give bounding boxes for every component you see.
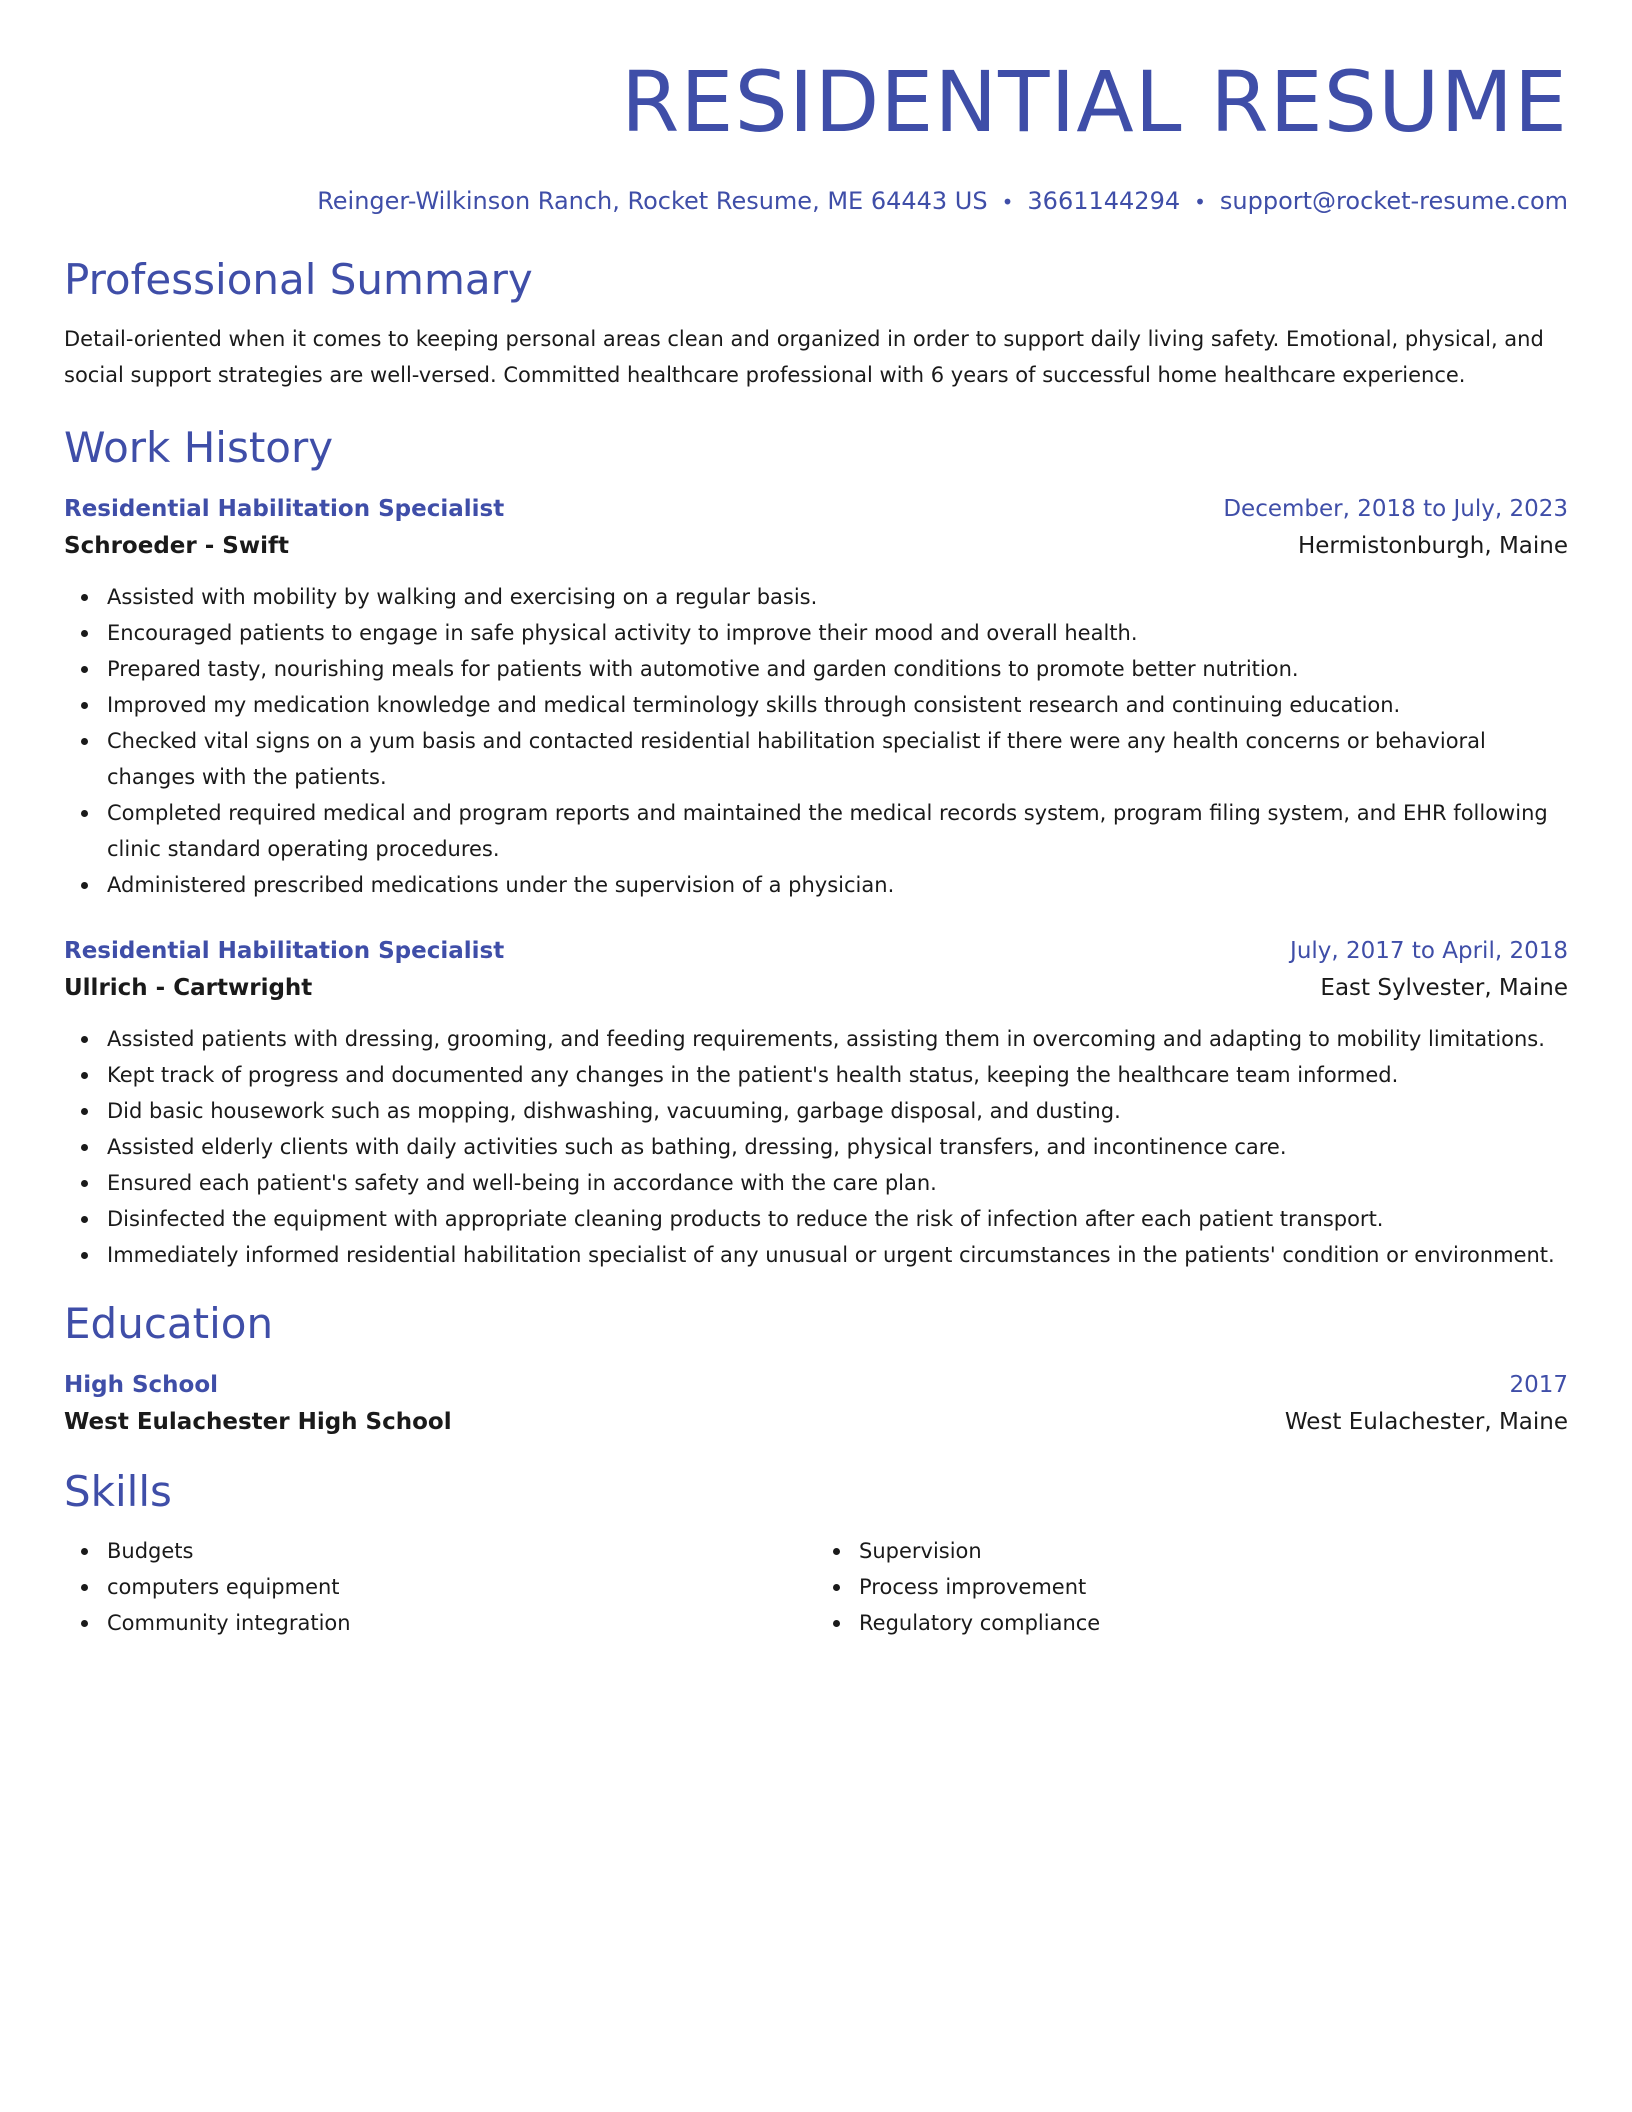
job-header-row [64,491,1568,527]
job-header-row [64,933,1568,969]
skills-list [64,1533,816,1641]
job-company: Schroeder - Swift [64,533,289,559]
education-year: 2017 [1509,1372,1568,1398]
summary-heading: Professional Summary [64,255,533,304]
summary-text: Detail-oriented when it comes to keeping personal areas clean and organized in order to support daily living safety. Emotional, physical, and social support strategies are well-versed. Committed healthcare professional with 6 years of successful home healthcare experience. [64,327,1544,387]
job-entry [64,491,1568,903]
job-bullet: Encouraged patients to engage in safe physical activity to improve their mood and overall health. [107,615,1568,651]
job-dates: July, 2017 to April, 2018 [1290,938,1568,964]
job-bullet-list [64,579,1568,903]
job-bullet: Administered prescribed medications under the supervision of a physician. [107,867,1568,903]
job-bullet-list [64,1021,1568,1273]
job-bullet: Checked vital signs on a yum basis and contacted residential habilitation specialist if there were any health concerns or behavioral changes with the patients. [107,723,1568,795]
job-company: Ullrich - Cartwright [64,975,313,1001]
job-company-row [64,969,1568,1007]
skill-item: Budgets [107,1533,816,1569]
job-title: Residential Habilitation Specialist [64,938,505,964]
job-location: East Sylvester, Maine [1320,975,1568,1001]
education-header-row [64,1367,1568,1403]
contact-email: support@rocket-resume.com [1219,187,1568,215]
job-bullet: Improved my medication knowledge and medical terminology skills through consistent research and continuing education. [107,687,1568,723]
skills-grid [64,1533,1568,1641]
skill-item: Process improvement [859,1569,1568,1605]
job-dates: December, 2018 to July, 2023 [1223,496,1568,522]
job-location: Hermistonburgh, Maine [1297,533,1568,559]
job-bullet: Kept track of progress and documented any changes in the patient's health status, keeping the healthcare team informed. [107,1057,1568,1093]
contact-separator: • [1001,190,1014,214]
skills-column-left [64,1533,816,1641]
skills-list [816,1533,1568,1641]
resume-name: RESIDENTIAL RESUME [621,53,1568,151]
contact-separator: • [1194,190,1206,214]
education-school: West Eulachester High School [64,1409,452,1435]
skill-item: Community integration [107,1605,816,1641]
job-bullet: Assisted elderly clients with daily activities such as bathing, dressing, physical transfers, and incontinence care. [107,1129,1568,1165]
job-bullet: Ensured each patient's safety and well-being in accordance with the care plan. [107,1165,1568,1201]
education-degree: High School [64,1372,219,1398]
work-history-heading: Work History [64,423,334,472]
job-bullet: Disinfected the equipment with appropriate cleaning products to reduce the risk of infection after each patient transport. [107,1201,1568,1237]
job-company-row [64,527,1568,565]
education-heading: Education [64,1299,274,1348]
contact-address: Reinger-Wilkinson Ranch, Rocket Resume, ME 64443 US [317,187,988,215]
job-bullet: Immediately informed residential habilitation specialist of any unusual or urgent circumstances in the patients' condition or environment. [107,1237,1568,1273]
job-entry [64,933,1568,1273]
job-bullet: Completed required medical and program reports and maintained the medical records system, program filing system, and EHR following clinic standard operating procedures. [107,795,1568,867]
job-bullet: Did basic housework such as mopping, dishwashing, vacuuming, garbage disposal, and dusting. [107,1093,1568,1129]
education-location: West Eulachester, Maine [1284,1409,1568,1435]
education-entry [64,1367,1568,1441]
job-bullet: Assisted patients with dressing, grooming, and feeding requirements, assisting them in overcoming and adapting to mobility limitations. [107,1021,1568,1057]
skill-item: computers equipment [107,1569,816,1605]
skills-heading: Skills [64,1467,172,1516]
skill-item: Supervision [859,1533,1568,1569]
job-bullet: Assisted with mobility by walking and exercising on a regular basis. [107,579,1568,615]
education-school-row [64,1403,1568,1441]
skill-item: Regulatory compliance [859,1605,1568,1641]
skills-column-right [816,1533,1568,1641]
job-bullet: Prepared tasty, nourishing meals for patients with automotive and garden conditions to promote better nutrition. [107,651,1568,687]
job-title: Residential Habilitation Specialist [64,496,505,522]
contact-phone: 3661144294 [1027,187,1181,215]
contact-line [64,186,1568,217]
